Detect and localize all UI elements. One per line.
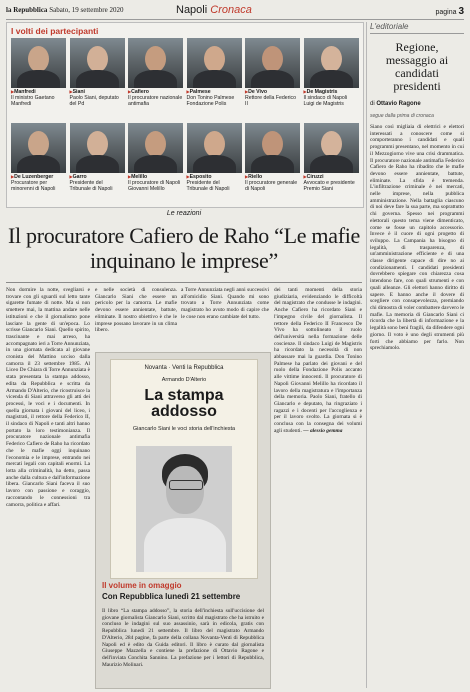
section-name: Napoli: [176, 4, 208, 16]
participant-card: [70, 123, 125, 192]
participant-role: Avvocato e presidente Premio Siani: [303, 180, 355, 192]
participant-role: Presidente del Tribunale di Napoli: [69, 180, 113, 192]
participant-card: [11, 38, 66, 107]
participant-card: [245, 38, 300, 107]
participant-photo: [187, 38, 242, 88]
article-column-4: [274, 287, 362, 687]
participant-name: ▶ Riello: [245, 174, 300, 180]
participant-role: Il sindaco di Napoli Luigi de Magistris: [303, 95, 348, 107]
participant-role: Procuratore per minorenni di Napoli: [11, 180, 56, 192]
column-divider: [366, 22, 367, 688]
participant-photo: [11, 38, 66, 88]
participant-role: Il procuratore nazionale antimafia: [128, 95, 183, 107]
article-column-3: a Torre Annunziata negli anni successivi all'omicidio Siani. Quando mi sono trovato a Torre Annunziata come magistrato ho avuto modo di capire che le cose non erano cambiate del tutto.: [181, 287, 269, 320]
participant-role: Il procuratore generale di Napoli: [245, 180, 298, 192]
editorial-text: Siano così migliaia di elettrici e elettori interessati a conoscere come si comporteranno i candidati e quali programmi presentano, nel momento in cui il Mezzogiorno vive una crisi drammatica. Il procuratore nazionale antimafia Federico Cafiero de Raho ha ribadito che le mafie devono essere annientate, battute, eliminate. La sfida è tremenda. L'infiltrazione criminale è nei mercati, nelle imprese, nella pubblica amministrazione. Nella battaglia ciascuno di noi deve fare la sua parte, ma soprattutto chi governa. Spesso nei programmi elettorali questo tema viene dimenticato, come se fosse un capitolo accessorio. Invece è il cuore di ogni progetto di sviluppo. La Campania ha bisogno di legalità, di trasparenza, di un'amministrazione efficiente e di una classe dirigente capace di dire no ai condizionamenti. I candidati presidenti dovrebbero spiegare con chiarezza cosa intendono fare, con quali strumenti e con quali alleanze. Gli elettori hanno diritto di sapere. E hanno anche il dovere di scegliere con consapevolezza, premiando chi dimostra di voler combattere davvero le mafie. La memoria di Giancarlo Siani ci ricorda che la libertà di informazione e la legalità sono beni fragili, da difendere ogni giorno. Il voto è uno degli strumenti più forti che abbiamo per farlo. Non sprechiamolo.: [370, 124, 464, 352]
editorial-author: di Ottavio Ragone: [370, 101, 464, 107]
book-subtitle: Giancarlo Siani le voci storia dell'inchiesta: [132, 426, 236, 432]
participant-name: ▶ Garro: [70, 174, 125, 180]
participant-card: [187, 123, 242, 192]
participant-card: [128, 38, 183, 107]
participant-name: ▶ Esposito: [187, 174, 242, 180]
participant-role: Don Tonino Palmese Fondazione Polis: [186, 95, 235, 107]
participant-card: [187, 38, 242, 107]
newspaper-name: la Repubblica: [6, 6, 48, 14]
participant-photo: [304, 123, 359, 173]
participant-role: Rettore della Federico II: [245, 95, 297, 107]
participant-photo: [245, 38, 300, 88]
article-headline: Il procuratore Cafiero de Raho “Le mafie inquinano le imprese”: [7, 223, 361, 273]
editorial-label: L'editoriale: [370, 22, 464, 34]
participant-name: ▶ Melillo: [128, 174, 183, 180]
participant-role: Il procuratore di Napoli Giovanni Melillo: [128, 180, 181, 192]
participant-card: [245, 123, 300, 192]
participant-name: ▶ De Magistris: [304, 89, 359, 95]
participant-card: [70, 38, 125, 107]
article-column-4-text: dei tanti momenti della storia giudiziaria, evidenziando le difficoltà del magistrato che condusse le indagini. Anche Cafiero ha ricordato Siani e l'impegno civile del giornalista. Il rettore della Federico II Francesco De Vivo ha sottolineato il ruolo dell'università nella formazione delle coscienze. Il sindaco Luigi de Magistris ha ricordato la necessità di non abbassare mai la guardia. Don Tonino Palmese ha parlato dei giovani e del ruolo della Fondazione Polis accanto alle vittime innocenti. Il procuratore di Napoli Giovanni Melillo ha ricordato il lavoro della magistratura e l'importanza della memoria. Paolo Siani, fratello di Giancarlo e deputato, ha ringraziato i ragazzi e i docenti per l'accoglienza e per il lavoro svolto. La giornata si è conclusa con la consegna dei volumi agli studenti.: [274, 287, 362, 434]
cover-portrait-image: [136, 446, 232, 572]
book-promo-label: Il volume in omaggio: [102, 581, 182, 590]
participant-name: ▶ De Luzenberger: [11, 174, 66, 180]
article-column-2: e nelle società di consulenza. Giancarlo Siani che essere un pericolo per la camorra. Le mafie devono essere annientate, battute, eliminate. Il nostro obiettivo è che le imprese possano lavorare in un clima libero.: [95, 287, 177, 334]
article-signature: — alessio gemma: [303, 427, 343, 434]
article-column-1: Non dormire la notte, svegliarsi e trovare con gli sguardi sul letto tante sigarette fumate di notte. Ma si non smettere mai, la mattina andare nelle istituzioni e che il giornalismo pone lasciare la gente di un'epoca. Lo scrisse Giancarlo Siani. Quello spirito, trascinante e mai arreso, ha accompagnato ieri a Torre Annunziata, in una giornata dedicata al giovane cronista del Mattino ucciso dalla camorra il 23 settembre 1985. Al Liceo De Chiara di Torre Annunziata è stata presentata la stampa addosso, edita da Repubblica e scritta da Armando D'Alterio, che ricostruisce la vicenda di Siani attraverso gli atti dei processi, le voci e i documenti. In quella giornata i giovani del liceo, i magistrati, il rettore della Federico II, il sindaco di Napoli e tanti altri hanno portato la loro testimonianza. Il procuratore nazionale antimafia Federico Cafiero de Raho ha ricordato che le mafie oggi inquinano l'economia e le imprese, entrando nei mercati legali con capitali enormi. La lotta alla criminalità, ha detto, passa anche dalla cultura e dall'informazione libera. Giancarlo Siani faceva il suo lavoro con passione e coraggio, raccontando le connessioni tra camorra, politica e affari.: [6, 287, 90, 508]
book-title: La stampa addosso: [144, 387, 224, 420]
subsection-name: Cronaca: [210, 4, 252, 16]
participant-name: ▶ De Vivo: [245, 89, 300, 95]
editorial-note: segue dalla prima di cronaca: [370, 113, 434, 119]
participant-role: Presidente del Tribunale di Napoli: [186, 180, 230, 192]
participant-name: ▶ Cafiero: [128, 89, 183, 95]
editorial-column: [370, 22, 464, 662]
page-label: pagina: [435, 9, 457, 16]
participant-photo: [128, 123, 183, 173]
participant-role: Paolo Siani, deputato del Pd: [69, 95, 119, 107]
participant-card: [128, 123, 183, 192]
book-promo-date: Con Repubblica lunedì 21 settembre: [102, 592, 241, 601]
participant-name: ▶ Palmese: [187, 89, 242, 95]
participant-role: Il ministro Gaetano Manfredi: [11, 95, 55, 107]
book-promo-box: [95, 352, 271, 689]
book-cover: [110, 359, 258, 579]
participants-box: [6, 22, 364, 208]
participant-photo: [187, 123, 242, 173]
book-author: Armando D'Alterio: [161, 377, 207, 383]
editorial-title: Regione, messaggio ai candidati presidenti: [385, 40, 449, 93]
book-series: Novanta · Venti la Repubblica: [144, 365, 224, 371]
participant-photo: [304, 38, 359, 88]
participant-card: [304, 38, 359, 107]
book-promo-text: Il libro “La stampa addosso”, la storia dell'inchiesta sull'uccisione del giovane giornalista Giancarlo Siani, scritto dal magistrato che ha istruito e concluso le indagini sul suo assassinio, sarà in edicola, gratis con Repubblica lunedì 21 settembre. Il libro del magistrato Armando D'Alterio, 284 pagine, fa parte della collana Novanta-Venti di Repubblica Napoli ed è edito da Guida editori. Il libro è curato dal giornalista Giuseppe Mazzella e contiene la prefazione di Ottavio Ragone e dell'inviata Conchita Sannino. La prefazione per i lettori di Repubblica, Maurizio Molinari.: [102, 608, 264, 668]
participant-card: [304, 123, 359, 192]
participant-card: [11, 123, 66, 192]
participant-photo: [11, 123, 66, 173]
page-header: [6, 3, 464, 20]
page-number: 3: [458, 6, 464, 17]
participants-title: I volti dei partecipanti: [11, 26, 99, 36]
participant-photo: [70, 123, 125, 173]
issue-date: Sabato, 19 settembre 2020: [49, 6, 124, 14]
participant-name: ▶ Siani: [70, 89, 125, 95]
article-kicker: Le reazioni: [166, 210, 202, 217]
participant-name: ▶ Ciruzzi: [304, 174, 359, 180]
participant-name: ▶ Manfredi: [11, 89, 66, 95]
headline-rule: [6, 282, 362, 283]
participant-photo: [70, 38, 125, 88]
participant-photo: [245, 123, 300, 173]
participant-photo: [128, 38, 183, 88]
